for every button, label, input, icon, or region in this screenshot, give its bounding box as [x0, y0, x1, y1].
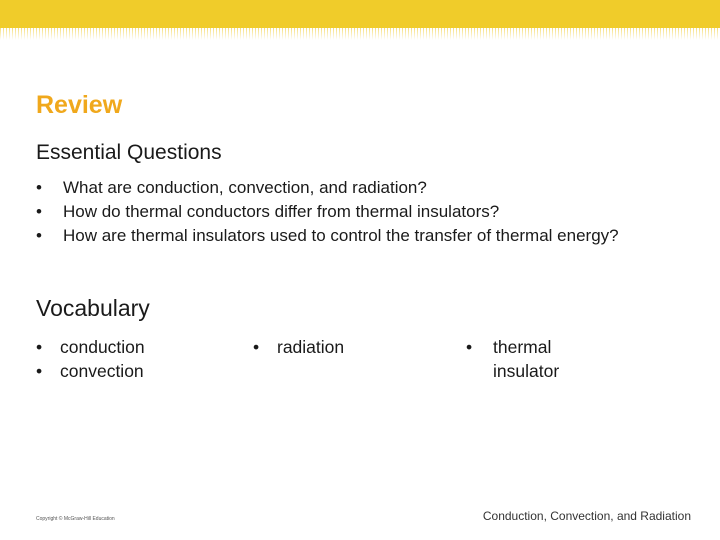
list-item [36, 200, 676, 224]
question-text: How are thermal insulators used to control the transfer of thermal energy? [63, 226, 619, 245]
essential-questions-list [36, 176, 676, 248]
footer-lesson-title: Conduction, Convection, and Radiation [482, 509, 691, 523]
top-band-fade [0, 28, 720, 40]
bullet-icon: • [466, 337, 473, 357]
vocabulary-column-2 [253, 335, 423, 359]
vocabulary-term: conduction [60, 337, 145, 357]
list-item [36, 335, 206, 359]
list-item [253, 335, 423, 359]
bullet-icon: • [36, 226, 42, 245]
bullet-icon: • [36, 337, 43, 357]
essential-questions-title: Essential Questions [36, 141, 222, 164]
list-item [36, 224, 676, 248]
bullet-icon: • [36, 361, 43, 381]
bullet-icon: • [36, 178, 42, 197]
vocabulary-column-3 [466, 335, 596, 383]
question-text: How do thermal conductors differ from thermal insulators? [63, 202, 500, 221]
top-color-band [0, 0, 720, 28]
vocabulary-term: radiation [277, 337, 345, 357]
vocabulary-column-1 [36, 335, 206, 383]
bullet-icon: • [36, 202, 42, 221]
list-item [36, 176, 676, 200]
vocabulary-title: Vocabulary [36, 295, 150, 321]
question-text: What are conduction, convection, and radiation? [63, 178, 427, 197]
list-item [466, 335, 596, 383]
vocabulary-term: thermal insulator [493, 337, 560, 381]
vocabulary-term: convection [60, 361, 144, 381]
list-item [36, 359, 206, 383]
bullet-icon: • [253, 337, 260, 357]
slide-heading: Review [36, 91, 123, 119]
copyright-notice: Copyright © McGraw-Hill Education [36, 516, 115, 522]
